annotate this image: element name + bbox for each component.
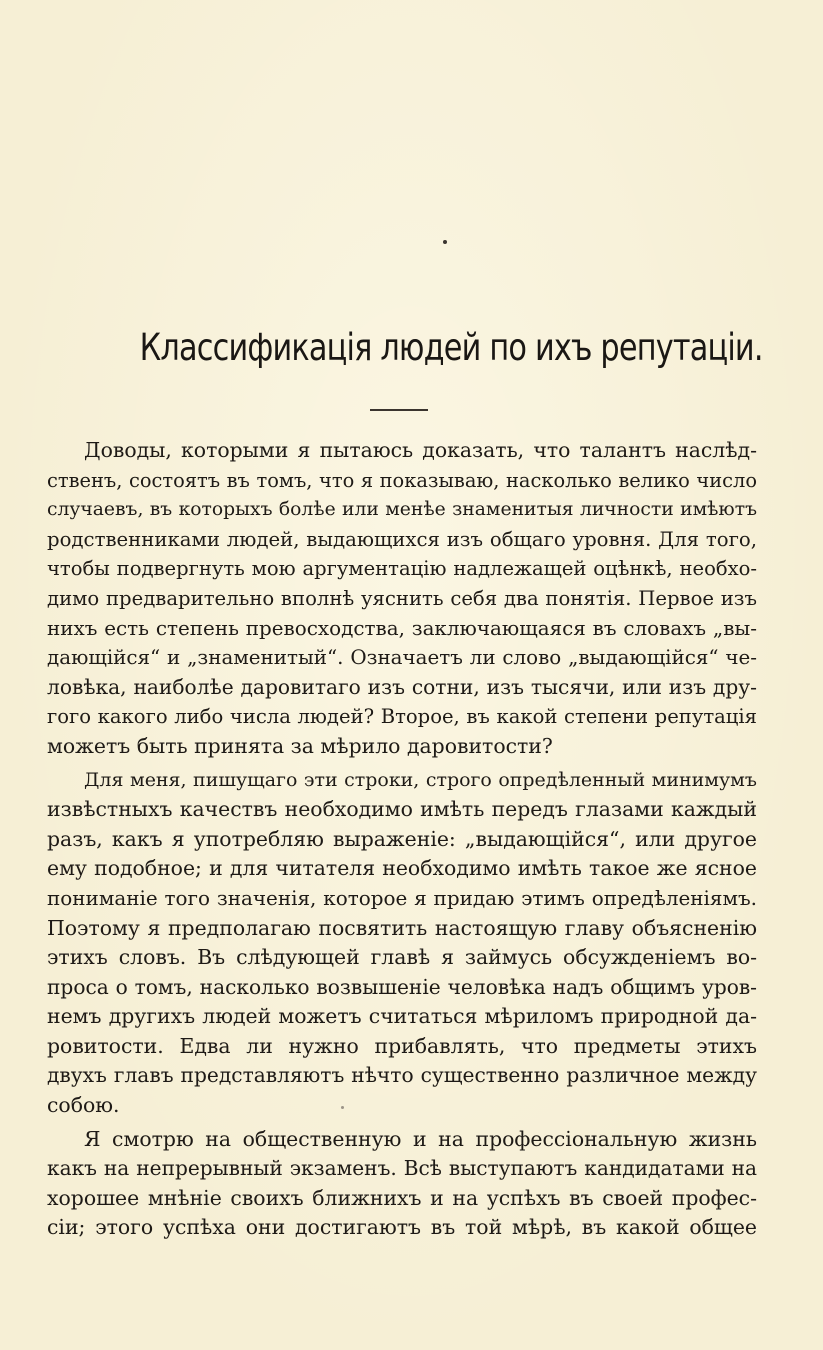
text-line: Для меня, пишущаго эти строки, строго опредѣленный минимумъ xyxy=(84,768,757,791)
body-text xyxy=(47,436,757,1243)
text-line: разъ, какъ я употребляю выраженіе: „выдающійся“, или другое xyxy=(47,826,757,851)
text-line: чтобы подвергнуть мою аргументацію надлежащей оцѣнкѣ, необхо- xyxy=(47,557,757,581)
paragraph xyxy=(47,766,757,1121)
text-line: извѣстныхъ качествъ необходимо имѣть передъ глазами каждый xyxy=(47,797,757,822)
title-divider xyxy=(370,409,428,411)
text-line: дающійся“ и „знаменитый“. Означаетъ ли слово „выдающійся“ че- xyxy=(47,646,757,670)
text-line: можетъ быть принята за мѣрило даровитости? xyxy=(47,733,553,758)
text-line: Поэтому я предполагаю посвятить настоящую главу объясненію xyxy=(47,915,757,940)
text-line: нихъ есть степень превосходства, заключающаяся въ словахъ „вы- xyxy=(47,616,757,640)
text-line: двухъ главъ представляютъ нѣчто существенно различное между xyxy=(47,1063,757,1088)
text-line: немъ другихъ людей можетъ считаться мѣриломъ природной да- xyxy=(47,1004,757,1029)
text-line: хорошее мнѣніе своихъ ближнихъ и на успѣхъ въ своей профес- xyxy=(47,1185,757,1210)
paragraph xyxy=(47,1125,757,1243)
text-line: собою. xyxy=(47,1093,120,1118)
text-line: проса о томъ, насколько возвышеніе человѣка надъ общимъ уров- xyxy=(47,974,757,999)
text-line: ловѣка, наиболѣе даровитаго изъ сотни, изъ тысячи, или изъ дру- xyxy=(47,674,757,699)
text-line: димо предварительно вполнѣ уяснить себя два понятія. Первое изъ xyxy=(47,586,757,610)
text-line: гого какого либо числа людей? Второе, въ какой степени репутація xyxy=(47,705,757,729)
chapter-title: Классификація людей по ихъ репутаціи. xyxy=(139,326,763,369)
text-line: родственниками людей, выдающихся изъ общаго уровня. Для того, xyxy=(47,527,757,551)
ink-speck xyxy=(443,240,447,244)
text-line: ственъ, состоятъ въ томъ, что я показываю, насколько велико число xyxy=(47,468,757,492)
text-line: этихъ словъ. Въ слѣдующей главѣ я займусь обсужденіемъ во- xyxy=(47,945,757,970)
paragraph xyxy=(47,436,757,762)
text-line: какъ на непрерывный экзаменъ. Всѣ выступаютъ кандидатами на xyxy=(47,1156,757,1181)
text-line: ровитости. Едва ли нужно прибавлять, что предметы этихъ xyxy=(47,1033,757,1058)
text-line: Доводы, которыми я пытаюсь доказать, что талантъ наслѣд- xyxy=(84,438,757,462)
text-line: сіи; этого успѣха они достигаютъ въ той мѣрѣ, въ какой общее xyxy=(47,1215,757,1240)
text-line: ему подобное; и для читателя необходимо имѣть такое же ясное xyxy=(47,856,757,881)
text-line: Я смотрю на общественную и на профессіональную жизнь xyxy=(84,1126,757,1151)
text-line: случаевъ, въ которыхъ болѣе или менѣе знаменитыя личности имѣютъ xyxy=(47,499,757,521)
text-line: пониманіе того значенія, которое я придаю этимъ опредѣленіямъ. xyxy=(47,886,757,910)
